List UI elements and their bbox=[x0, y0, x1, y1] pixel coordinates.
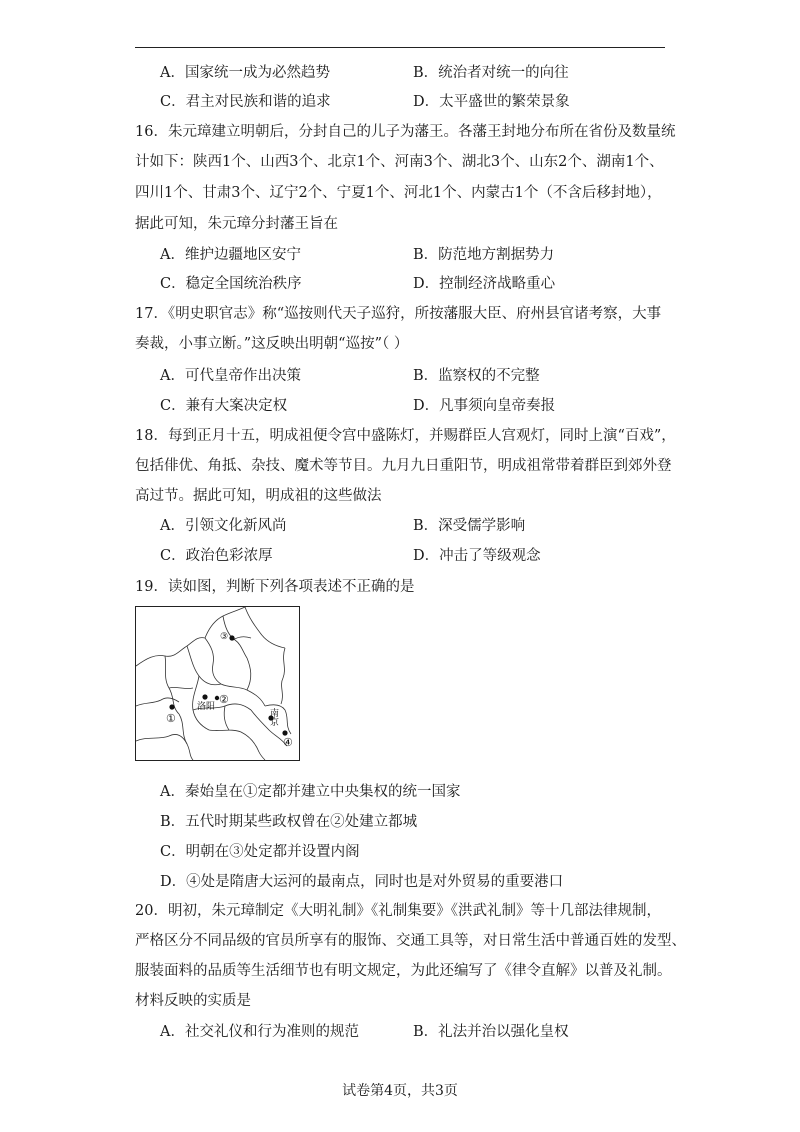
map-label-3: ③ bbox=[220, 632, 229, 642]
q15-option-b: B．统治者对统一的向往 bbox=[413, 65, 569, 81]
map-label-2: ② bbox=[219, 693, 229, 706]
q16-stem-line-2: 计如下：陕西1个、山西3个、北京1个、河南3个、湖北3个、山东2个、湖南1个、 bbox=[135, 154, 664, 170]
map-label-1: ① bbox=[166, 712, 176, 725]
q18-option-b: B．深受儒学影响 bbox=[413, 518, 526, 534]
q17-option-b: B．监察权的不完整 bbox=[413, 368, 540, 384]
map-label-luoyang: 洛阳 bbox=[197, 702, 216, 712]
q16-option-d: D．控制经济战略重心 bbox=[413, 276, 556, 292]
q20-option-b: B．礼法并治以强化皇权 bbox=[413, 1024, 569, 1040]
q17-stem-line-1: 17．《明史职官志》称“巡按则代天子巡狩，所按藩服大臣、府州县官诸考察，大事 bbox=[135, 306, 662, 322]
map-label-4: ④ bbox=[283, 736, 293, 749]
site-4-dot bbox=[282, 730, 287, 735]
site-1-dot bbox=[169, 704, 174, 709]
top-rule bbox=[135, 47, 665, 48]
q20-stem-line-1: 20．明初，朱元璋制定《大明礼制》《礼制集要》《洪武礼制》等十几部法律规制， bbox=[135, 903, 661, 919]
q19-map bbox=[135, 606, 300, 761]
q18-stem-line-1: 18．每到正月十五，明成祖便令宫中盛陈灯，并赐群臣人宫观灯，同时上演“百戏”， bbox=[135, 428, 676, 444]
q16-option-a: A．维护边疆地区安宁 bbox=[160, 247, 301, 263]
q17-option-d: D．凡事须向皇帝奏报 bbox=[413, 398, 556, 414]
q18-option-d: D．冲击了等级观念 bbox=[413, 548, 541, 564]
q20-stem-line-4: 材料反映的实质是 bbox=[135, 993, 251, 1009]
q16-option-c: C．稳定全国统治秩序 bbox=[160, 276, 302, 292]
q16-stem-line-1: 16．朱元璋建立明朝后，分封自己的儿子为藩王。各藩王封地分布所在省份及数量统 bbox=[135, 124, 676, 140]
q18-stem-line-3: 高过节。据此可知，明成祖的这些做法 bbox=[135, 488, 382, 504]
q19-option-c: C．明朝在③处定都并设置内阁 bbox=[160, 844, 360, 860]
q16-stem-line-4: 据此可知，朱元璋分封藩王旨在 bbox=[135, 216, 338, 232]
map-label-nanjing: 南京 bbox=[268, 708, 278, 726]
q16-stem-line-3: 四川1个、甘肃3个、辽宁2个、宁夏1个、河北1个、内蒙古1个（不含后移封地）， bbox=[135, 185, 662, 201]
site-3-dot bbox=[229, 635, 234, 640]
q16-option-b: B．防范地方割据势力 bbox=[413, 247, 555, 263]
q18-option-a: A．引领文化新风尚 bbox=[160, 518, 287, 534]
q20-stem-line-3: 服装面料的品质等生活细节也有明文规定，为此还编写了《律令直解》以普及礼制。 bbox=[135, 963, 672, 979]
q17-option-a: A．可代皇帝作出决策 bbox=[160, 368, 301, 384]
luoyang-dot bbox=[202, 694, 207, 699]
q20-option-a: A．社交礼仪和行为准则的规范 bbox=[160, 1024, 359, 1040]
q17-option-c: C．兼有大案决定权 bbox=[160, 398, 288, 414]
q20-stem-line-2: 严格区分不同品级的官员所享有的服饰、交通工具等，对日常生活中普通百姓的发型、 bbox=[135, 933, 686, 949]
q17-stem-line-2: 奏裁，小事立断。”这反映出明朝“巡按”（ ） bbox=[135, 336, 409, 352]
q19-stem: 19．读如图，判断下列各项表述不正确的是 bbox=[135, 579, 415, 595]
q19-option-a: A．秦始皇在①定都并建立中央集权的统一国家 bbox=[160, 784, 461, 800]
q15-option-a: A．国家统一成为必然趋势 bbox=[160, 65, 330, 81]
q15-option-d: D．太平盛世的繁荣景象 bbox=[413, 94, 570, 110]
q15-option-c: C．君主对民族和谐的追求 bbox=[160, 94, 331, 110]
q18-option-c: C．政治色彩浓厚 bbox=[160, 548, 273, 564]
q18-stem-line-2: 包括俳优、角抵、杂技、魔术等节目。九月九日重阳节，明成祖常带着群臣到郊外登 bbox=[135, 458, 672, 474]
q19-option-b: B．五代时期某些政权曾在②处建立都城 bbox=[160, 814, 418, 830]
page-footer: 试卷第4页，共3页 bbox=[342, 1083, 458, 1099]
q19-option-d: D．④处是隋唐大运河的最南点，同时也是对外贸易的重要港口 bbox=[160, 874, 564, 890]
